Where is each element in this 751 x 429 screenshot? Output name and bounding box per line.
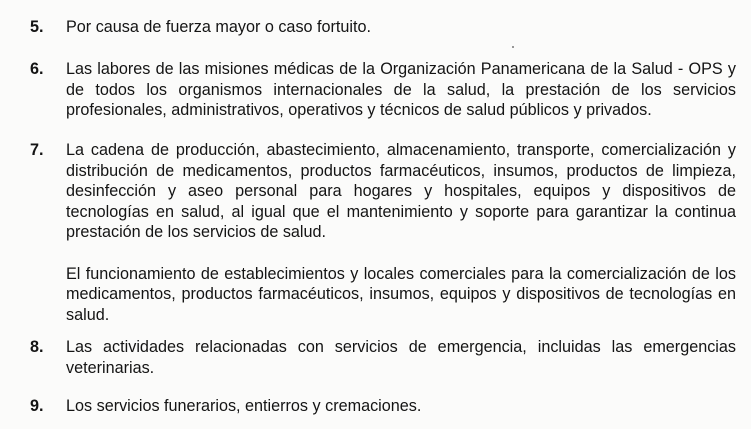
paragraph: La cadena de producción, abastecimiento, almacenamiento, transporte, comercialización y distribución de medicamentos, productos farmacéuticos, insumos, productos de limpieza, desinfección y aseo personal para hogares y hospitales, equipos y dispositivos de tecnologías en salud, al igual que el mantenimiento y soporte para garantizar la continua prestación de los servicios de salud. [66,141,736,241]
scan-speck [512,46,514,48]
list-item-number: 8. [30,338,44,356]
paragraph: Las actividades relacionadas con servicios de emergencia, incluidas las emergencias veterinarias. [66,338,736,377]
list-item-number: 6. [30,60,44,78]
list-item-number: 7. [30,141,44,159]
paragraph: El funcionamiento de establecimientos y locales comerciales para la comercialización de los medicamentos, productos farmacéuticos, insumos, equipos y dispositivos de tecnologías en salud. [66,264,736,324]
list-item-body [66,337,736,378]
list-item-body [66,17,736,38]
list-item-body [66,59,736,121]
list-item-number: 9. [30,397,44,415]
paragraph: Las labores de las misiones médicas de la Organización Panamericana de la Salud - OPS y de todos los organismos internacionales de la salud, la prestación de los servicios profesionales, administrativos, operativos y técnicos de salud públicos y privados. [66,60,736,119]
list-item-body [66,140,736,325]
list-item-body [66,396,736,417]
list-item-number: 5. [30,18,44,36]
paragraph: Los servicios funerarios, entierros y cremaciones. [66,397,422,415]
paragraph: Por causa de fuerza mayor o caso fortuito. [66,18,372,36]
